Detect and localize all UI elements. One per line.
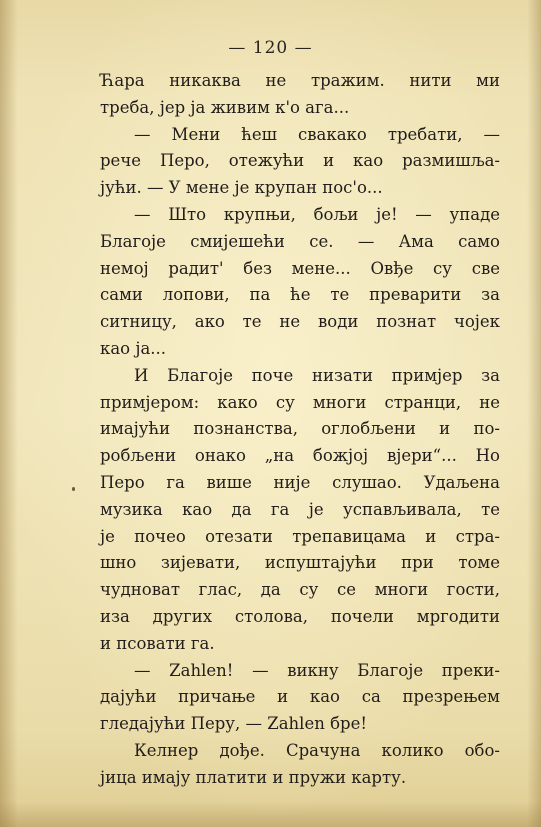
text-line: ситницу, ако те не води познат чојек: [100, 312, 500, 332]
text-line: и псовати га.: [100, 633, 215, 653]
text-line: Ћара никаква не тражим. нити ми: [100, 71, 500, 90]
text-line: музика као да га је успављивала, те: [100, 499, 500, 519]
text-line: је почео отезати трепавицама и стра-: [100, 526, 500, 546]
page-number: — 120 —: [228, 38, 313, 58]
text-line: — Што крупњи, бољи је! — упаде: [134, 204, 500, 224]
page-edge-left: [0, 0, 18, 827]
text-line: дајући причање и као са презрењем: [100, 687, 500, 707]
ink-speck: [72, 487, 75, 491]
text-line: Келнер дође. Срачуна колико обо-: [134, 740, 500, 760]
text-line: шно зијевати, испуштајући при томе: [100, 553, 500, 573]
text-line: робљени онако „на божјој вјери“... Но: [100, 446, 500, 466]
text-line: — Zahlen! — викну Благоје преки-: [134, 660, 500, 680]
text-line: рече Перо, отежући и као размишља-: [100, 151, 500, 171]
page-edge-right: [527, 0, 541, 827]
text-line: сами лопови, па ће те преварити за: [100, 285, 500, 305]
text-line: немој радит' без мене... Овђе су све: [100, 258, 500, 278]
text-line: чудноват глас, да су се многи гости,: [100, 580, 500, 600]
body-text: [100, 68, 500, 792]
text-line: примјером: како су многи странци, не: [100, 392, 500, 412]
text-line: јица имају платити и пружи карту.: [100, 767, 407, 787]
text-line: иза других столова, почели мргодити: [100, 606, 500, 626]
text-line: имајући познанства, оглобљени и по-: [100, 419, 500, 439]
text-line: треба, јер ја живим к'о ага...: [100, 97, 350, 117]
text-line: јући. — У мене је крупан пос'о...: [100, 178, 383, 198]
text-line: као ја...: [100, 338, 167, 358]
text-line: — Мени ћеш свакако требати, —: [134, 124, 500, 144]
text-line: И Благоје поче низати примјер за: [134, 365, 500, 385]
text-line: Перо га више није слушао. Удаљена: [100, 472, 500, 492]
text-line: Благоје смијешећи се. — Ама само: [100, 231, 500, 251]
page-edge-bottom: [0, 801, 541, 827]
text-line: гледајући Перу, — Zahlen бре!: [100, 714, 367, 734]
